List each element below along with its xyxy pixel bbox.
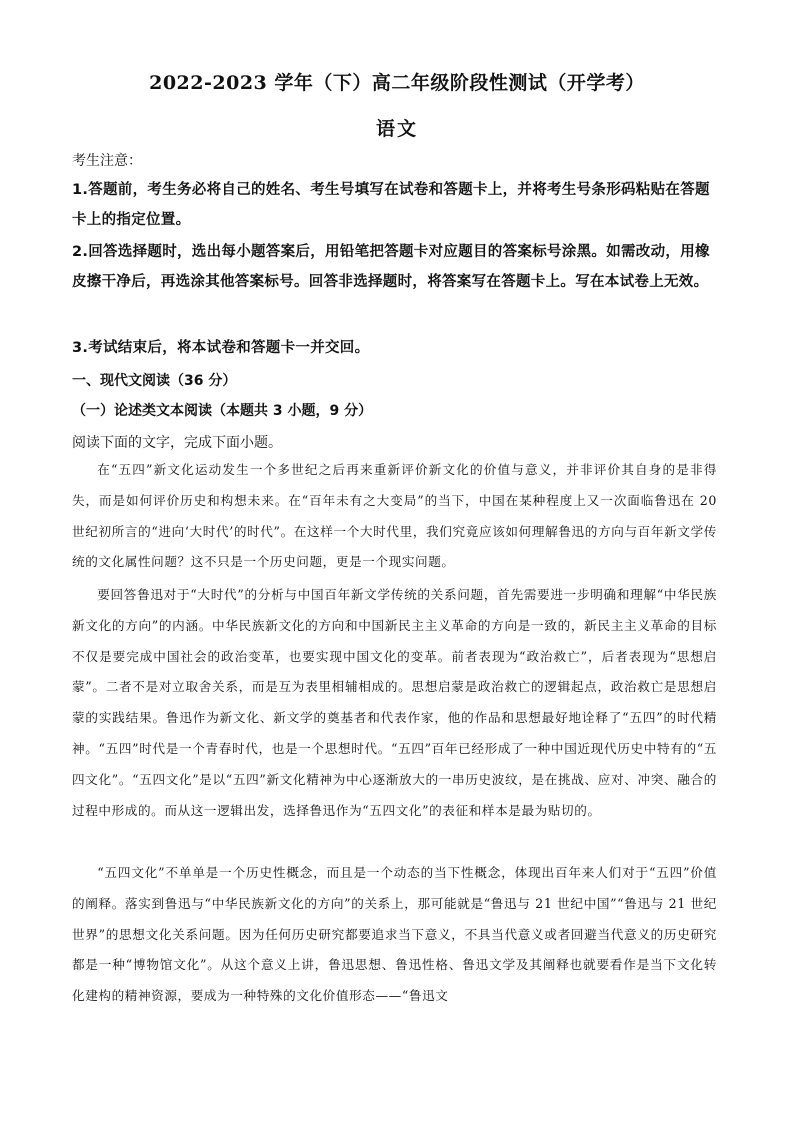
passage-paragraph: 在“五四”新文化运动发生一个多世纪之后再来重新评价新文化的价值与意义，并非评价其自身的是非得失，而是如何评价历史和构想未来。在“百年未有之大变局”的当下，中国在某种程度上又一次面临鲁迅在 20 世纪初所言的“进向‘大时代’的时代”。在这样一个大时代里，我们究竟应该如何理解鲁迅的方向与百年新文学传统的文化属性问题？这不只是一个历史问题，更是一个现实问题。 [72, 462, 717, 570]
notice-heading: 考生注意： [72, 153, 142, 169]
subject-title: 语文 [375, 118, 418, 140]
passage-paragraph: “五四文化”不单单是一个历史性概念，而且是一个动态的当下性概念，体现出百年来人们对于“五四”价值的阐释。落实到鲁迅与“中华民族新文化的方向”的关系上，那可能就是“鲁迅与 21 世纪中国”“鲁迅与 21 世纪世界”的思想文化关系问题。因为任何历史研究都要追求当下意义，不具当代意义或者回避当代意义的历史研究都是一种“博物馆文化”。从这个意义上讲，鲁迅思想、鲁迅性格、鲁迅文学及其阐释也就要看作是当下文化转化建构的精神资源，要成为一种特殊的文化价值形态——“鲁迅文 [72, 865, 717, 1004]
subsection-heading: （一）论述类文本阅读（本题共 3 小题，9 分） [72, 403, 373, 419]
reading-instruction: 阅读下面的文字，完成下面小题。 [72, 435, 282, 451]
notice-item: 1.答题前，考生务必将自己的姓名、考生号填写在试卷和答题卡上，并将考生号条形码粘贴在答题卡上的指定位置。 [72, 182, 710, 228]
passage-paragraph: 要回答鲁迅对于“大时代”的分析与中国百年新文学传统的关系问题，首先需要进一步明确和理解“中华民族新文化的方向”的内涵。中华民族新文化的方向和中国新民主主义革命的方向是一致的，新民主主义革命的目标不仅是要完成中国社会的政治变革，也要实现中国文化的变革。前者表现为“政治救亡”，后者表现为“思想启蒙”。二者不是对立取舍关系，而是互为表里相辅相成的。思想启蒙是政治救亡的逻辑起点，政治救亡是思想启蒙的实践结果。鲁迅作为新文化、新文学的奠基者和代表作家，他的作品和思想最好地诠释了“五四”的时代精神。“五四”时代是一个青春时代，也是一个思想时代。“五四”百年已经形成了一种中国近现代历史中特有的“五四文化”。“五四文化”是以“五四”新文化精神为中心逐渐放大的一串历史波纹，是在挑战、应对、冲突、融合的过程中形成的。而从这一逻辑出发，选择鲁迅作为“五四文化”的表征和样本是最为贴切的。 [72, 587, 717, 818]
notice-item: 3.考试结束后，将本试卷和答题卡一并交回。 [72, 340, 370, 356]
section-heading: 一、现代文阅读（36 分） [72, 373, 237, 389]
exam-title: 2022-2023 学年（下）高二年级阶段性测试（开学考） [149, 72, 645, 94]
notice-item: 2.回答选择题时，选出每小题答案后，用铅笔把答题卡对应题目的答案标号涂黑。如需改动，用橡皮擦干净后，再选涂其他答案标号。回答非选择题时，将答案写在答题卡上。写在本试卷上无效。 [72, 244, 710, 290]
